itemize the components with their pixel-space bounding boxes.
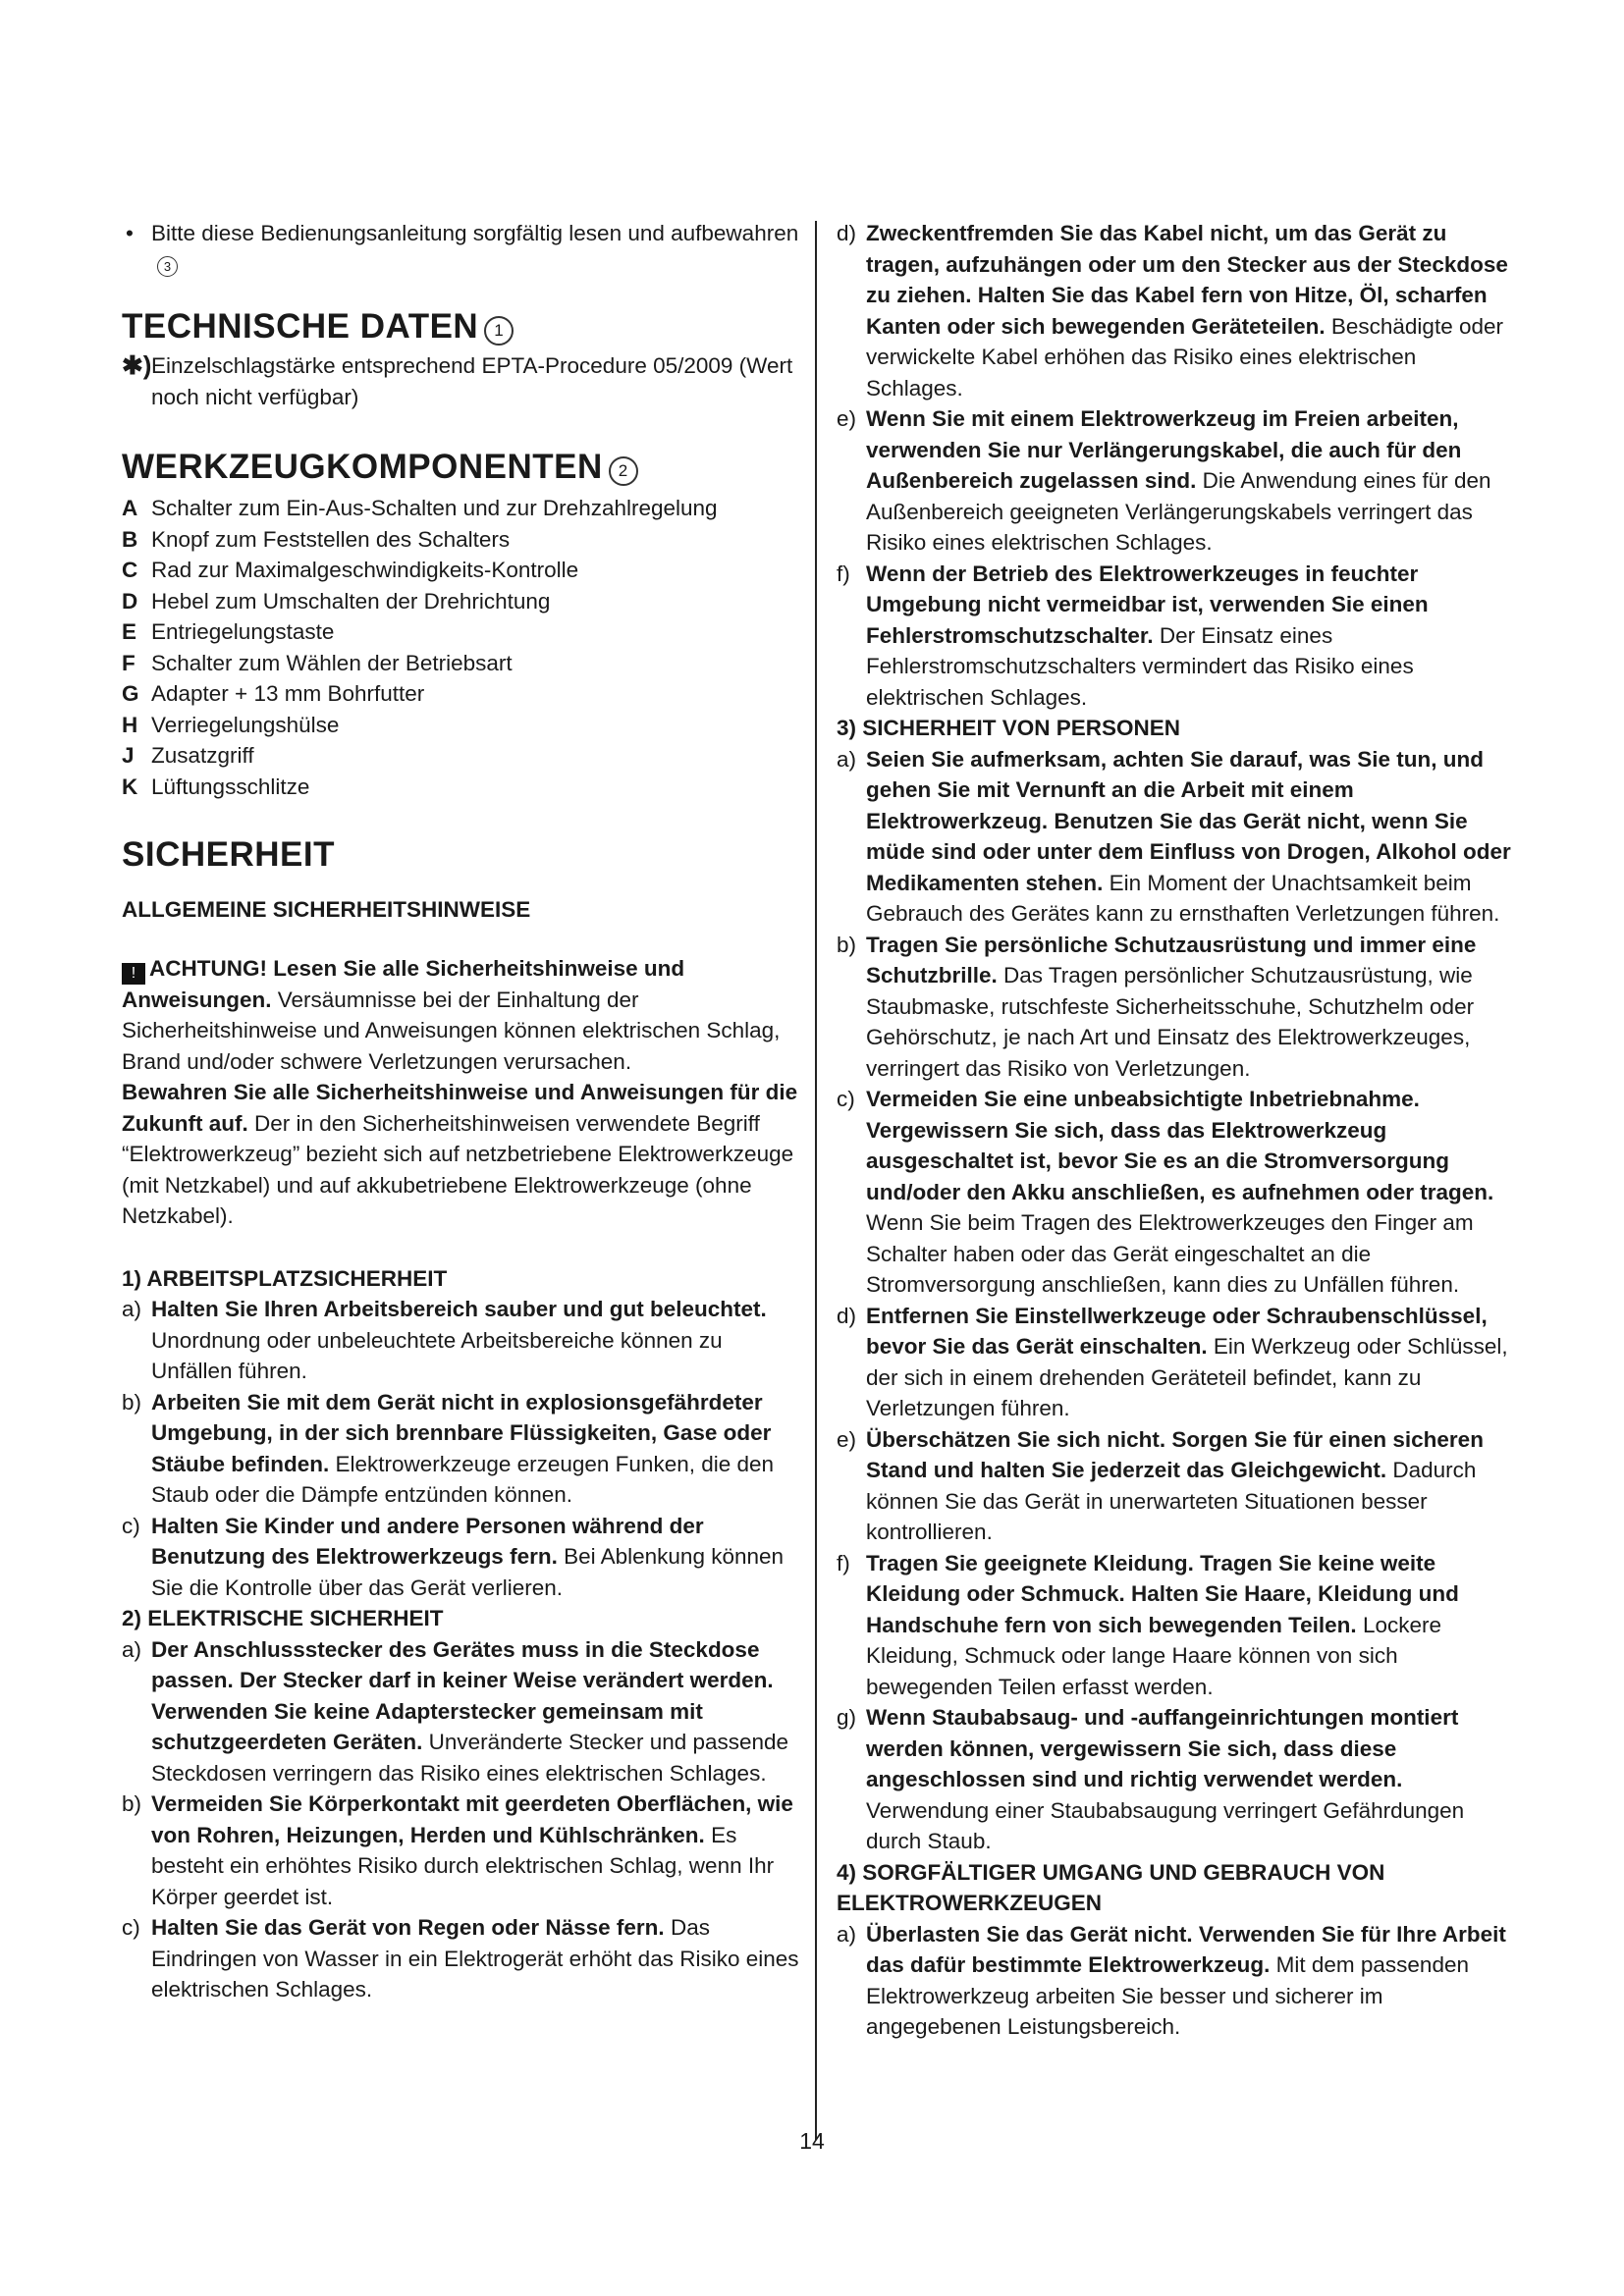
- list-item: [837, 744, 1514, 930]
- item-text: Schalter zum Wählen der Betriebsart: [151, 650, 513, 675]
- item-marker: F: [122, 650, 135, 675]
- item-marker: b): [122, 1389, 142, 1415]
- list-item: [122, 1789, 809, 1912]
- item-text: Verriegelungshülse: [151, 712, 340, 737]
- section-4-heading: 4) SORGFÄLTIGER UMGANG UND GEBRAUCH VON ELEKTROWERKZEUGEN: [837, 1859, 1385, 1915]
- item-marker: a): [837, 1921, 857, 1947]
- section-3-heading: 3) SICHERHEIT VON PERSONEN: [837, 716, 1181, 740]
- list-item: [122, 493, 809, 524]
- item-text: Der Einsatz eines Fehlerstromschutzschalters vermindert das Risiko eines elektrischen Schlages.: [866, 622, 1414, 710]
- list-item: [122, 524, 809, 556]
- item-bold-text: Wenn Sie mit einem Elektrowerkzeug im Freien arbeiten, verwenden Sie nur Verlängerungskabel, die auch für den Außenbereich zugelassen sind.: [866, 406, 1462, 493]
- list-item: [837, 403, 1514, 559]
- item-text: Das Eindringen von Wasser in ein Elektrogerät erhöht das Risiko eines elektrischen Schlages.: [151, 1915, 799, 2002]
- list-item: [837, 218, 1514, 403]
- item-bold-text: Halten Sie das Gerät von Regen oder Nässe fern.: [151, 1915, 665, 1940]
- item-bold-text: Halten Sie Kinder und andere Personen während der Benutzung des Elektrowerkzeugs fern.: [151, 1513, 704, 1569]
- section-3-list: [837, 744, 1514, 1857]
- list-item: [122, 740, 809, 772]
- item-text: Entriegelungstaste: [151, 619, 335, 644]
- item-marker: a): [122, 1636, 142, 1662]
- item-bold-text: Tragen Sie persönliche Schutzausrüstung und immer eine Schutzbrille.: [866, 932, 1477, 988]
- list-item: [122, 678, 809, 710]
- list-item: [122, 616, 809, 648]
- item-text: Zusatzgriff: [151, 743, 254, 768]
- section-4-list: [837, 1919, 1514, 2043]
- warning-paragraph-2: Bewahren Sie alle Sicherheitshinweise und Anweisungen für die Zukunft auf. Der in den Sicherheitshinweisen verwendete Begriff “Elektrowerkzeug” bezieht sich auf netzbetriebene Elektrowerkzeuge (mit Netzkabel) und auf akkubetriebene Elektrowerkzeuge (ohne Netzkabel).: [122, 1080, 798, 1228]
- item-text: Wenn Sie beim Tragen des Elektrowerkzeuges den Finger am Schalter haben oder das Gerät eingeschaltet an die Stromversorgung anschließen, kann dies zu Unfällen führen.: [866, 1210, 1474, 1297]
- item-marker: D: [122, 588, 138, 614]
- list-item: [122, 1387, 809, 1511]
- item-bold-text: Tragen Sie geeignete Kleidung. Tragen Sie keine weite Kleidung oder Schmuck. Halten Sie Haare, Kleidung und Handschuhe fern von sich bewegenden Teilen.: [866, 1550, 1459, 1637]
- ref-1-icon: 1: [484, 316, 514, 346]
- item-text: Unordnung oder unbeleuchtete Arbeitsbereiche können zu Unfällen führen.: [151, 1327, 723, 1383]
- item-text: Schalter zum Ein-Aus-Schalten und zur Drehzahlregelung: [151, 496, 718, 520]
- tech-note: ✱) Einzelschlagstärke entsprechend EPTA-Procedure 05/2009 (Wert noch nicht verfügbar): [122, 350, 793, 409]
- list-item: [122, 1511, 809, 1604]
- item-bold-text: Arbeiten Sie mit dem Gerät nicht in explosionsgefährdeter Umgebung, in der sich brennbare Flüssigkeiten, Gase oder Stäube befinden.: [151, 1389, 772, 1476]
- item-text: Ein Moment der Unachtsamkeit beim Gebrauch des Gerätes kann zu ernsthaften Verletzungen führen.: [866, 870, 1500, 926]
- item-text: Elektrowerkzeuge erzeugen Funken, die den Staub oder die Dämpfe entzünden können.: [151, 1451, 775, 1507]
- item-marker: d): [837, 1303, 857, 1328]
- item-bold-text: Seien Sie aufmerksam, achten Sie darauf, was Sie tun, und gehen Sie mit Vernunft an die Arbeit mit einem Elektrowerkzeug. Benutzen Sie das Gerät nicht, wenn Sie müde sind oder unter dem Einfluss von Drogen, Alkohol oder Medikamenten stehen.: [866, 746, 1511, 895]
- tech-heading: TECHNISCHE DATEN 1: [122, 307, 809, 347]
- item-text: Beschädigte oder verwickelte Kabel erhöhen das Risiko eines elektrischen Schlages.: [866, 313, 1503, 400]
- item-marker: J: [122, 743, 135, 768]
- item-text: Bei Ablenkung können Sie die Kontrolle über das Gerät verlieren.: [151, 1544, 785, 1600]
- item-text: Es besteht ein erhöhtes Risiko durch elektrischen Schlag, wenn Ihr Körper geerdet ist.: [151, 1822, 775, 1909]
- warning-triangle-icon: !: [122, 963, 145, 985]
- item-marker: f): [837, 1550, 850, 1575]
- item-marker: e): [837, 406, 857, 431]
- item-bold-text: Wenn Staubabsaug- und -auffangeinrichtungen montiert werden können, vergewissern Sie sich, dass diese angeschlossen sind und richtig verwendet werden.: [866, 1705, 1459, 1791]
- item-bold-text: Halten Sie Ihren Arbeitsbereich sauber und gut beleuchtet.: [151, 1297, 767, 1321]
- item-marker: a): [122, 1297, 142, 1321]
- components-list: [122, 493, 809, 802]
- list-item: [837, 1084, 1514, 1301]
- item-text: Ein Werkzeug oder Schlüssel, der sich in einem drehenden Geräteteil befindet, kann zu Verletzungen führen.: [866, 1334, 1508, 1420]
- right-column: [837, 218, 1514, 2043]
- item-text: Verwendung einer Staubabsaugung verringert Gefährdungen durch Staub.: [866, 1797, 1465, 1853]
- item-marker: B: [122, 526, 138, 552]
- list-item: [122, 586, 809, 617]
- warning-paragraph-1: ! ACHTUNG! Lesen Sie alle Sicherheitshinweise und Anweisungen. Versäumnisse bei der Einhaltung der Sicherheitshinweise und Anweisungen können elektrischen Schlag, Brand und/oder schwere Verletzungen verursachen.: [122, 955, 781, 1074]
- item-marker: d): [837, 221, 857, 245]
- item-text: Das Tragen persönlicher Schutzausrüstung, wie Staubmaske, rutschfeste Sicherheitsschuhe, Schutzhelm oder Gehörschutz, je nach Art und Einsatz des Elektrowerkzeuges, verringert das Risiko von Verletzungen.: [866, 963, 1475, 1081]
- list-item: [122, 648, 809, 679]
- list-item: [122, 772, 809, 803]
- item-text: Unveränderte Stecker und passende Steckdosen verringern das Risiko eines elektrischen Schlages.: [151, 1730, 789, 1786]
- item-text: Hebel zum Umschalten der Drehrichtung: [151, 588, 551, 614]
- item-marker: c): [837, 1087, 855, 1111]
- item-marker: c): [122, 1513, 140, 1538]
- list-item: [837, 1919, 1514, 2043]
- item-marker: a): [837, 746, 857, 772]
- item-text: Adapter + 13 mm Bohrfutter: [151, 681, 425, 706]
- item-bold-text: Wenn der Betrieb des Elektrowerkzeuges in feuchter Umgebung nicht vermeidbar ist, verwenden Sie einen Fehlerstromschutzschalter.: [866, 561, 1429, 648]
- item-marker: g): [837, 1705, 857, 1730]
- ref-3-icon: 3: [157, 256, 178, 277]
- section-1-list: [122, 1294, 809, 1603]
- item-text: Knopf zum Feststellen des Schalters: [151, 526, 511, 552]
- item-text: Lüftungsschlitze: [151, 774, 310, 799]
- section-2-list: [122, 1634, 809, 2005]
- item-marker: E: [122, 619, 137, 644]
- components-heading: WERKZEUGKOMPONENTEN 2: [122, 448, 809, 487]
- item-marker: e): [837, 1426, 857, 1452]
- item-marker: b): [122, 1791, 142, 1816]
- item-bold-text: Überschätzen Sie sich nicht. Sorgen Sie für einen sicheren Stand und halten Sie jederzeit das Gleichgewicht.: [866, 1426, 1484, 1482]
- asterisk-icon: ✱): [122, 350, 152, 380]
- item-bold-text: Entfernen Sie Einstellwerkzeuge oder Schraubenschlüssel, bevor Sie das Gerät einschalten.: [866, 1303, 1488, 1359]
- list-item: [837, 559, 1514, 714]
- item-bold-text: Vermeiden Sie Körperkontakt mit geerdeten Oberflächen, wie von Rohren, Heizungen, Herden und Kühlschränken.: [151, 1791, 793, 1847]
- list-item: [837, 930, 1514, 1085]
- intro-bullet: • Bitte diese Bedienungsanleitung sorgfältig lesen und aufbewahren3: [122, 218, 809, 280]
- item-text: Mit dem passenden Elektrowerkzeug arbeiten Sie besser und sicherer im angegebenen Leistungsbereich.: [866, 1952, 1469, 2039]
- column-divider: [815, 221, 817, 2140]
- list-item: [837, 1424, 1514, 1548]
- item-bold-text: Überlasten Sie das Gerät nicht. Verwenden Sie für Ihre Arbeit das dafür bestimmte Elektrowerkzeug.: [866, 1921, 1506, 1977]
- list-item: [122, 1634, 809, 1789]
- ref-2-icon: 2: [609, 456, 638, 486]
- item-marker: K: [122, 774, 138, 799]
- list-item: [122, 555, 809, 586]
- item-text: Lockere Kleidung, Schmuck oder lange Haare können von sich bewegenden Teilen erfasst werden.: [866, 1612, 1441, 1699]
- list-item: [837, 1548, 1514, 1703]
- list-item: [122, 710, 809, 741]
- left-column: [122, 218, 809, 2005]
- general-safety-heading: ALLGEMEINE SICHERHEITSHINWEISE: [122, 897, 531, 922]
- section-2-heading: 2) ELEKTRISCHE SICHERHEIT: [122, 1606, 444, 1630]
- list-item: [837, 1301, 1514, 1424]
- item-bold-text: Der Anschlussstecker des Gerätes muss in die Steckdose passen. Der Stecker darf in keiner Weise verändert werden. Verwenden Sie keine Adapterstecker gemeinsam mit schutzgeerdeten Geräten.: [151, 1636, 774, 1754]
- section-2-continued-list: [837, 218, 1514, 713]
- item-marker: H: [122, 712, 138, 737]
- item-marker: f): [837, 561, 850, 586]
- list-item: [122, 1294, 809, 1387]
- item-marker: c): [122, 1915, 140, 1940]
- item-text: Die Anwendung eines für den Außenbereich geeigneten Verlängerungskabels verringert das Risiko eines elektrischen Schlages.: [866, 468, 1491, 555]
- item-marker: G: [122, 681, 139, 706]
- item-bold-text: Zweckentfremden Sie das Kabel nicht, um das Gerät zu tragen, aufzuhängen oder um den Stecker aus der Steckdose zu ziehen. Halten Sie das Kabel fern von Hitze, Öl, scharfen Kanten oder sich bewegenden Geräteteilen.: [866, 221, 1508, 339]
- list-item: [122, 1912, 809, 2005]
- item-marker: b): [837, 932, 857, 957]
- item-marker: C: [122, 558, 138, 582]
- section-1-heading: 1) ARBEITSPLATZSICHERHEIT: [122, 1265, 448, 1291]
- item-marker: A: [122, 496, 138, 520]
- item-text: Rad zur Maximalgeschwindigkeits-Kontrolle: [151, 558, 579, 582]
- item-bold-text: Vermeiden Sie eine unbeabsichtigte Inbetriebnahme. Vergewissern Sie sich, dass das Elektrowerkzeug ausgeschaltet ist, bevor Sie es an die Stromversorgung und/oder den Akku anschließen, es aufnehmen oder tragen.: [866, 1087, 1494, 1204]
- page-number: 14: [799, 2128, 825, 2154]
- safety-heading: SICHERHEIT: [122, 835, 335, 874]
- item-text: Dadurch können Sie das Gerät in unerwarteten Situationen besser kontrollieren.: [866, 1458, 1477, 1544]
- list-item: [837, 1702, 1514, 1857]
